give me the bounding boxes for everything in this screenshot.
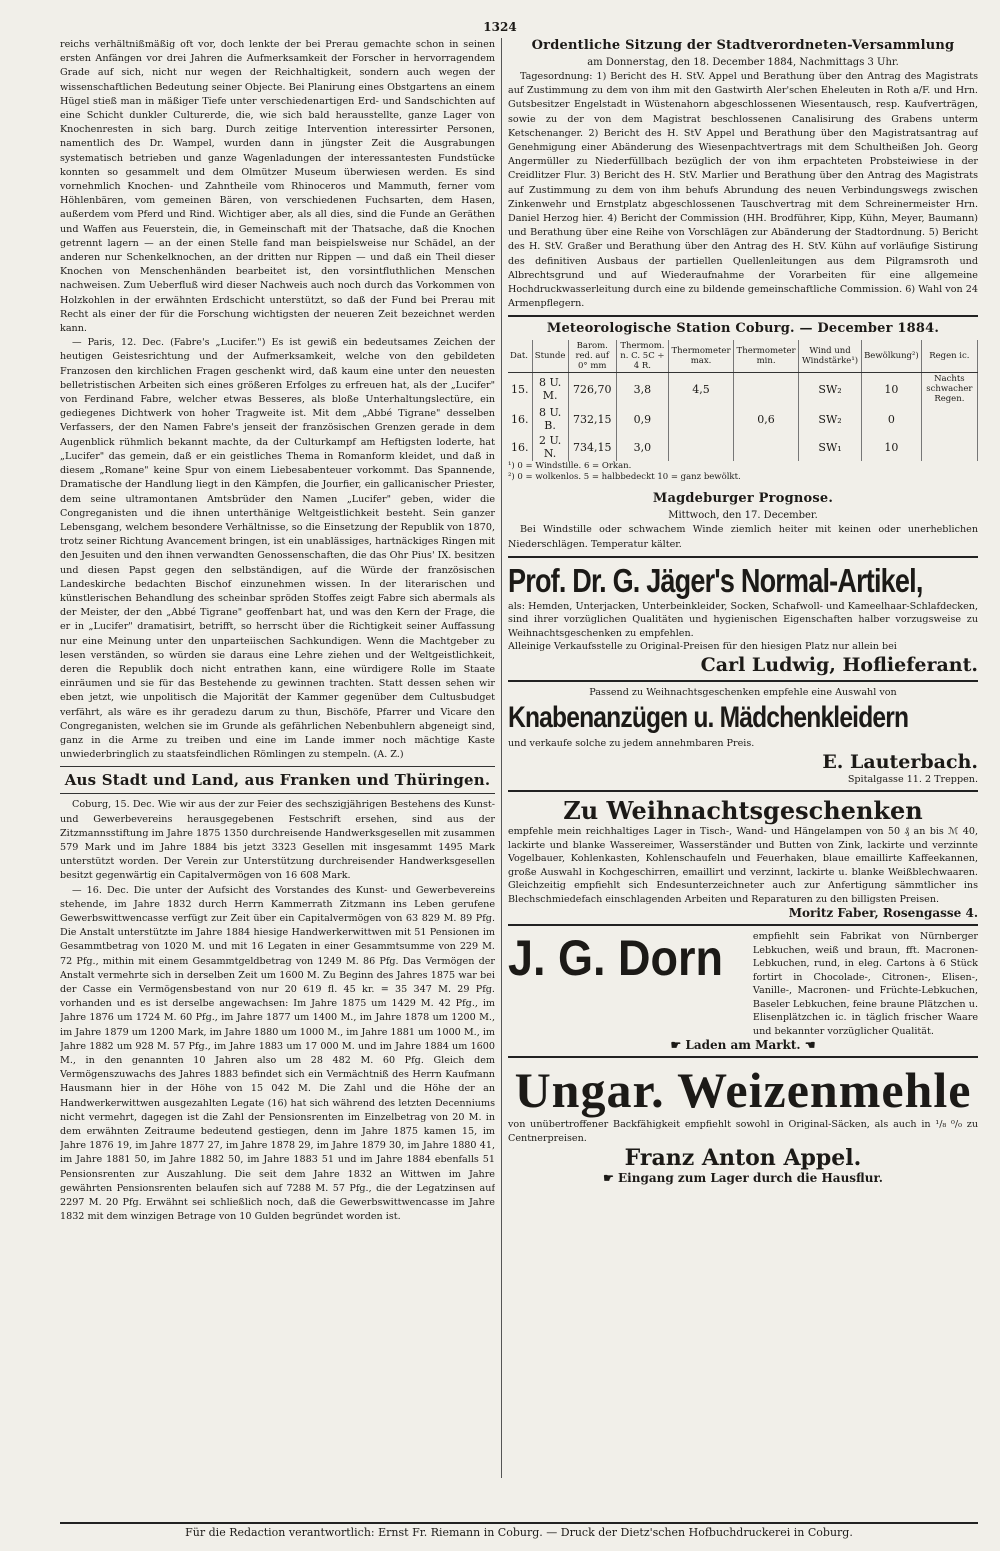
cell: Nachts schwacher Regen. xyxy=(921,373,977,406)
column-divider xyxy=(501,38,502,1478)
ad-lauterbach-address: Spitalgasse 11. 2 Treppen. xyxy=(847,773,978,785)
cell xyxy=(734,433,799,461)
ad-appel-title: Ungar. Weizenmehle xyxy=(514,1062,972,1119)
table-row xyxy=(508,405,978,433)
cell: SW₂ xyxy=(799,405,862,433)
cell xyxy=(669,405,734,433)
ad-lauterbach-text: und verkaufe solche zu jedem annehmbaren Preis. xyxy=(508,738,755,750)
weather-table xyxy=(508,340,978,461)
ad-jaeger-text: als: Hemden, Unterjacken, Unterbeinkleider, Socken, Schafwoll- und Kameelhaar-Schlafdecken, sind ihrer vorzüglichen Qualitäten und hygienischen Eigenschaften halber vorzugsweise zu Weihnachtsgeschenken zu empfehlen. xyxy=(508,600,978,639)
cell: 10 xyxy=(862,373,922,406)
ad-lauterbach-firm: E. Lauterbach. xyxy=(822,750,978,773)
met-title: Meteorologische Station Coburg. — December 1884. xyxy=(546,321,940,337)
cell: 2 U. N. xyxy=(532,433,568,461)
met-note: ¹) 0 = Windstille. 6 = Orkan. xyxy=(508,461,632,472)
ad-faber-text: empfehle mein reichhaltiges Lager in Tisch-, Wand- und Hängelampen von 50 ₰ an bis ℳ 40, lackirte und blanke Wassereimer, Wasserständer und Butten von Zink, lackirte und verzinnte Vogelbauer, Kohlenkasten, Kohlenschaufeln und Feuerhaken, blaue emaillirte Kaffeekannen, große Auswahl in Kochgeschirren, emaillirt und verzinnt, lackirte u. blanke Weißblechwaaren. Gleichzeitig empfiehlt sich Endesunterzeichneter auch zur Anfertigung sämmtlicher ins Blechschmiedefach einschlagenden Arbeiten und Reparaturen zu den billigsten Preisen. xyxy=(508,826,978,905)
cell: 16. xyxy=(508,405,532,433)
ad-lauterbach-title: Knabenanzügen u. Mädchenkleidern xyxy=(508,701,909,735)
ad-jaeger-firm: Carl Ludwig, Hoflieferant. xyxy=(700,653,978,676)
ad-dorn-shop: ☛ Laden am Markt. ☚ xyxy=(670,1038,816,1053)
divider xyxy=(508,315,978,317)
article-coburg-16: — 16. Dec. Die unter der Aufsicht des Vorstandes des Kunst- und Gewerbevereins stehende, im Jahre 1832 durch Herrn Kammerrath Zitzmann ins Leben gerufene Gewerbswittwencasse verfügt zur Zeit über ein Capitalvermögen von 63 829 M. 89 Pfg. Die Anstalt unterstützte im Jahre 1884 hiesige Handwerkerwittwen mit 51 Pensionen im Gesammtbetrag von 1020 M. und mit 16 Legaten in einer Gesammtsumme von 229 M. 72 Pfg., mithin mit einem Gesammtgeldbetrag von 1249 M. 86 Pfg. Das Vermögen der Anstalt vermehrte sich in derselben Zeit um 1600 M. Zu Beginn des Jahres 1875 war bei der Casse ein Vermögensbestand von nur 20 619 fl. 45 kr. = 35 347 M. 29 Pfg. vorhanden und es ist derselbe angewachsen: Im Jahre 1875 um 1429 M. 42 Pfg., im Jahre 1876 um 1724 M. 60 Pfg., im Jahre 1877 um 1400 M., im Jahre 1878 um 1200 M., im Jahre 1879 um 1200 Mark, im Jahre 1880 um 1000 M., im Jahre 1881 um 1000 M., im Jahre 1882 um 928 M. 57 Pfg., im Jahre 1883 um 17 000 M. und im Jahre 1884 um 1600 M., in den genannten 10 Jahren also um 28 482 M. 60 Pfg. Gleich dem Vermögenszuwachs des Jahres 1883 befindet sich ein Vermächtniß des Herrn Kaufmann Hausmann hier in der Höhe von 15 042 M. Die Zahl und die Höhe der an Handwerkerwittwen ausgezahlten Legate (16) hat sich während des letzten Decenniums nicht vermehrt, dagegen ist die Zahl der Pensionsrenten im Einzelbetrag von 20 M. in dem erwähnten Zeitraume bedeutend gestiegen, denn im Jahre 1875 kamen 15, im Jahre 1876 19, im Jahre 1877 27, im Jahre 1878 29, im Jahre 1879 30, im Jahre 1880 41, im Jahre 1881 50, im Jahre 1882 50, im Jahre 1883 51 und im Jahre 1884 ebenfalls 51 Pensionsrenten zur Auszahlung. Die seit dem Jahre 1832 an Wittwen im Jahre gewährten Pensionsrenten belaufen sich auf 7288 M. 57 Pfg., die der Legatzinsen auf 2297 M. 20 Pfg. Erwähnt sei schließlich noch, daß die Gewerbswittwencasse im Jahre 1832 mit dem winzigen Betrage von 10 Gulden begründet worden ist. xyxy=(60,884,495,1223)
col-header: Bewölkung²) xyxy=(862,340,922,373)
col-header: Thermometer min. xyxy=(734,340,799,373)
cell: 3,0 xyxy=(616,433,668,461)
right-column xyxy=(508,38,978,1493)
ad-faber xyxy=(508,790,978,920)
cell: 734,15 xyxy=(568,433,616,461)
ad-faber-title: Zu Weihnachtsgeschenken xyxy=(563,796,923,826)
ad-faber-firm: Moritz Faber, Rosengasse 4. xyxy=(788,906,978,921)
cell xyxy=(734,373,799,406)
imprint: Für die Redaction verantwortlich: Ernst Fr. Riemann in Coburg. — Druck der Dietz'schen Hofbuchdruckerei in Coburg. xyxy=(60,1522,978,1539)
ad-jaeger xyxy=(508,556,978,676)
col-header: Barom. red. auf 0° mm xyxy=(568,340,616,373)
ad-lauterbach xyxy=(508,680,978,787)
col-header: Thermometer max. xyxy=(669,340,734,373)
col-header: Thermom. n. C. 5C ÷ 4 R. xyxy=(616,340,668,373)
ad-dorn-text: empfiehlt sein Fabrikat von Nürnberger Lebkuchen, weiß und braun, fft. Macronen-Lebkuchen, rund, in eleg. Cartons à 6 Stück fortirt in Chocolade-, Citronen-, Elisen-, Vanille-, Macronen- und Früchte-Lebkuchen, Baseler Lebkuchen, feine braune Plätzchen u. Elisenplätzchen ic. in täglich frischer Waare und bekannter vorzüglicher Qualität. xyxy=(752,931,978,1037)
cell: 0 xyxy=(862,405,922,433)
divider xyxy=(60,766,495,767)
meeting-agenda: Tagesordnung: 1) Bericht des H. StV. Appel und Berathung über den Antrag des Magistrats auf Zustimmung zu dem von ihm mit den Gastwirth Aler'schen Eheleuten in Roth a/F. und Hrn. Gutsbesitzer Engelstadt in Wüstenahorn abgeschlossenen Wiesentausch, resp. Kaufverträgen, sowie zu der von dem Magistrat beschlossenen Canalisirung des Grabens unterm Ketschenanger. 2) Bericht des H. StV Appel und Berathung über den Magistratsantrag auf Genehmigung einer Abänderung des Wiesenpachtvertrags mit dem Schultheißen Joh. Georg Angermüller zu Niederfüllbach bezüglich der von ihm erpachteten Probsteiwiese in der Creidlitzer Flur. 3) Bericht des H. StV. Marlier und Berathung über den Antrag des Magistrats auf Zustimmung zu dem von ihm behufs Abrundung des neuen Verbindungswegs zwischen Zinkenwehr und Ernstplatz abgeschlossenen Tauschvertrag mit dem Schreinermeister Hrn. Daniel Herzog hier. 4) Bericht der Commission (HH. Brodführer, Kipp, Kühn, Meyer, Baumann) und Berathung über eine Reihe von Vorschlägen zur Abänderung der Stadtordnung. 5) Bericht des H. StV. Graßer und Berathung über den Antrag des H. StV. Kühn auf vorläufige Sistirung des definitiven Ausbaus der partiellen Quellenleitungen aus dem Pilgramsroth und Albrechtsgrund und auf Wiederaufnahme der Vorarbeiten für eine allgemeine Hochdruckwasserleitung durch eine zu bildende gemeinschaftliche Commission. 6) Wahl von 24 Armenpflegern. xyxy=(508,71,978,310)
col-header: Regen ic. xyxy=(921,340,977,373)
left-column xyxy=(60,38,495,1493)
cell: 10 xyxy=(862,433,922,461)
article-paris: — Paris, 12. Dec. (Fabre's „Lucifer.") Es ist gewiß ein bedeutsames Zeichen der heutigen Geistesrichtung und der Aufmerksamkeit, welche von den gebildeten Franzosen den kirchlichen Fragen geschenkt wird, daß kaum eine unter den neuesten belletristischen Arbeiten sich eines größeren Erfolges zu erfreuen hat, als der „Lucifer" von Ferdinand Fabre, welcher etwas Besseres, als bloße Unterhaltungslectüre, ein gediegenes Dichtwerk von hoher Tragweite ist. Mit dem „Abbé Tigrane" desselben Verfassers, der den Namen Fabre's jenseit der französischen Grenzen gerade in dem Augenblick rühmlich bekannt machte, da der Culturkampf am Heftigsten loderte, hat „Lucifer" das gemein, daß er ein geistliches Thema in Romanform kleidet, und daß in diesem „Romane" keine Spur von einem Liebesabenteuer vorkommt. Das Spannende, Dramatische der Handlung liegt in den Kämpfen, die Jourfier, ein gallicanischer Priester, dem seine ultramontanen Amtsbrüder den Namen „Lucifer" geben, wider die Congreganisten und die ihnen unterthänige Weltgeistlichkeit besteht. Sein ganzer Lebensgang, welchem besondere Verhältnisse, so die Einsetzung der Republik von 1870, trotz seiner Richtung Avancement bringen, ist ein unablässiges, hartnäckiges Ringen mit den Jesuiten und den ihnen verwandten Genossenschaften, die das Ohr Pius' IX. besitzen und diesen Papst gegen den selbständigen, auf die Würde der französischen Landeskirche bedachten Bischof einzunehmen wissen. In der literarischen und künstlerischen Behandlung des scheinbar spröden Stoffes zeigt Fabre sich abermals als der Meister, der den „Abbé Tigrane" geoffenbart hat, und was den Kern der Frage, die er in „Lucifer" dramatisirt, betrifft, so herrscht über die Richtigkeit seiner Auffassung nur eine Meinung unter den unparteiischen Sachkundigen. Wenn die Machtgeber zu lesen verständen, so würden sie daraus eine Lehre ziehen und der Weltgeistlichkeit, deren die Republik doch nicht entrathen kann, eine würdigere Rolle im Staate einräumen und sie für das Bestehende zu gewinnen trachten. Statt dessen sehen wir eben jetzt, wie unpolitisch die Majorität der Kammer gegenüber dem Cultusbudget verfährt, als wäre es ihr geradezu darum zu thun, Bischöfe, Pfarrer und Vicare den Congreganisten, welchen sie im Grunde als gefährlichen Nebenbuhlern abgeneigt sind, ganz in die Arme zu treiben und eine im Lande immer noch mächtige Kaste unwiederbringlich zu staatsfeindlichen Römlingen zu stempeln. (A. Z.) xyxy=(60,337,495,761)
ad-appel-firm: Franz Anton Appel. xyxy=(624,1145,862,1172)
section-title: Aus Stadt und Land, aus Franken und Thüringen. xyxy=(64,771,491,790)
cell: 3,8 xyxy=(616,373,668,406)
meeting-title: Ordentliche Sitzung der Stadtverordneten-Versammlung xyxy=(531,38,955,53)
forecast-date: Mittwoch, den 17. December. xyxy=(668,510,818,522)
met-note: ²) 0 = wolkenlos. 5 = halbbedeckt 10 = ganz bewölkt. xyxy=(508,472,741,483)
article-coburg-15: Coburg, 15. Dec. Wie wir aus der zur Feier des sechszigjährigen Bestehens des Kunst- und Gewerbevereins herausgegebenen Festschrift ersehen, sind aus der Zitzmannsstiftung im Jahre 1875 1350 durchreisende Handwerksgesellen mit zusammen 579 Mark und im Jahre 1884 bis jetzt 3323 Gesellen mit insgesammt 1495 Mark unterstützt worden. Der Verein zur Unterstützung durchreisender Handwerksgesellen besitzt gegenwärtig ein Capitalvermögen von 16 608 Mark. xyxy=(60,799,495,882)
col-header: Wind und Windstärke¹) xyxy=(799,340,862,373)
cell: 8 U. M. xyxy=(532,373,568,406)
page-number: 1324 xyxy=(483,20,517,34)
ad-dorn-body xyxy=(508,930,978,1038)
ad-dorn xyxy=(508,924,978,1052)
ad-appel-text: von unübertroffener Backfähigkeit empfiehlt sowohl in Original-Säcken, als auch in ¹/₈ ⁰/₀ zu Centnerpreisen. xyxy=(508,1119,978,1144)
ad-jaeger-title: Prof. Dr. G. Jäger's Normal-Artikel, xyxy=(508,561,923,599)
cell: 0,6 xyxy=(734,405,799,433)
ad-appel xyxy=(508,1056,978,1185)
cell xyxy=(669,433,734,461)
cell: SW₂ xyxy=(799,373,862,406)
ad-dorn-name: J. G. Dorn xyxy=(508,930,724,987)
cell: 16. xyxy=(508,433,532,461)
col-header: Stunde xyxy=(532,340,568,373)
forecast-title: Magdeburger Prognose. xyxy=(652,491,834,507)
cell xyxy=(921,433,977,461)
cell xyxy=(921,405,977,433)
table-row xyxy=(508,433,978,461)
ad-appel-entry: ☛ Eingang zum Lager durch die Hausflur. xyxy=(603,1171,883,1186)
cell: 732,15 xyxy=(568,405,616,433)
table-row xyxy=(508,373,978,406)
col-header: Dat. xyxy=(508,340,532,373)
cell: 4,5 xyxy=(669,373,734,406)
meeting-date: am Donnerstag, den 18. December 1884, Nachmittags 3 Uhr. xyxy=(587,57,899,68)
ad-jaeger-sale: Alleinige Verkaufsstelle zu Original-Preisen für den hiesigen Platz nur allein bei xyxy=(508,641,897,653)
forecast-text: Bei Windstille oder schwachem Winde ziemlich heiter mit keinen oder unerheblichen Niederschlägen. Temperatur kälter. xyxy=(508,524,978,550)
cell: 726,70 xyxy=(568,373,616,406)
cell: 15. xyxy=(508,373,532,406)
cell: 0,9 xyxy=(616,405,668,433)
ad-lauterbach-intro: Passend zu Weihnachtsgeschenken empfehle eine Auswahl von xyxy=(589,686,897,698)
cell: 8 U. B. xyxy=(532,405,568,433)
cell: SW₁ xyxy=(799,433,862,461)
divider xyxy=(60,793,495,794)
article-prerau: reichs verhältnißmäßig oft vor, doch lenkte der bei Prerau gemachte schon in seinen ersten Anfängen vor drei Jahren die Aufmerksamkeit der Forscher in hervorragendem Grade auf sich, nicht nur wegen der Reichhaltigkeit, sondern auch wegen der wissenschaftlichen Bedeutung seiner Objecte. Bei Planirung eines Obstgartens an einem Hügel stieß man in mäßiger Tiefe unter verschiedenartigen Erd- und Sandschichten auf eine Schicht dunkler Culturerde, die, wie sich bald herausstellte, ganze Lager von Knochenresten in sich barg. Durch zeitige Intervention interessirter Personen, namentlich des Dr. Wampel, wurden dann in jüngster Zeit die Ausgrabungen systematisch betrieben und ganze Wagenladungen der interessantesten Fundstücke konnten so gesammelt und dem Olmützer Museum überwiesen werden. Es sind vornehmlich Knochen- und Zahntheile vom Rhinoceros und Mammuth, ferner vom Höhlenbären, vom gemeinen Bären, von verschiedenen Fuchsarten, dem Hasen, außerdem vom Pferd und Rind. Wichtiger aber, als all dies, sind die Funde an Geräthen und Waffen aus Feuerstein, die, in Gemeinschaft mit der Thatsache, daß die Knochen getrennt lagern — an der einen Stelle fand man beispielsweise nur Schädel, an der anderen nur Schenkelknochen, an der dritten nur Rippen — und daß ein Theil dieser Knochen von Menschenhänden bearbeitet ist, den vorsintfluthlichen Menschen nachweisen. Zum Ueberfluß wird dieser Nachweis auch noch durch das Vorkommen von Holzkohlen in der erwähnten Erdschicht unterstützt, so daß der Fund bei Prerau mit Recht als einer der für die Forschung wichtigsten der neueren Zeit bezeichnet werden kann. xyxy=(60,39,495,335)
